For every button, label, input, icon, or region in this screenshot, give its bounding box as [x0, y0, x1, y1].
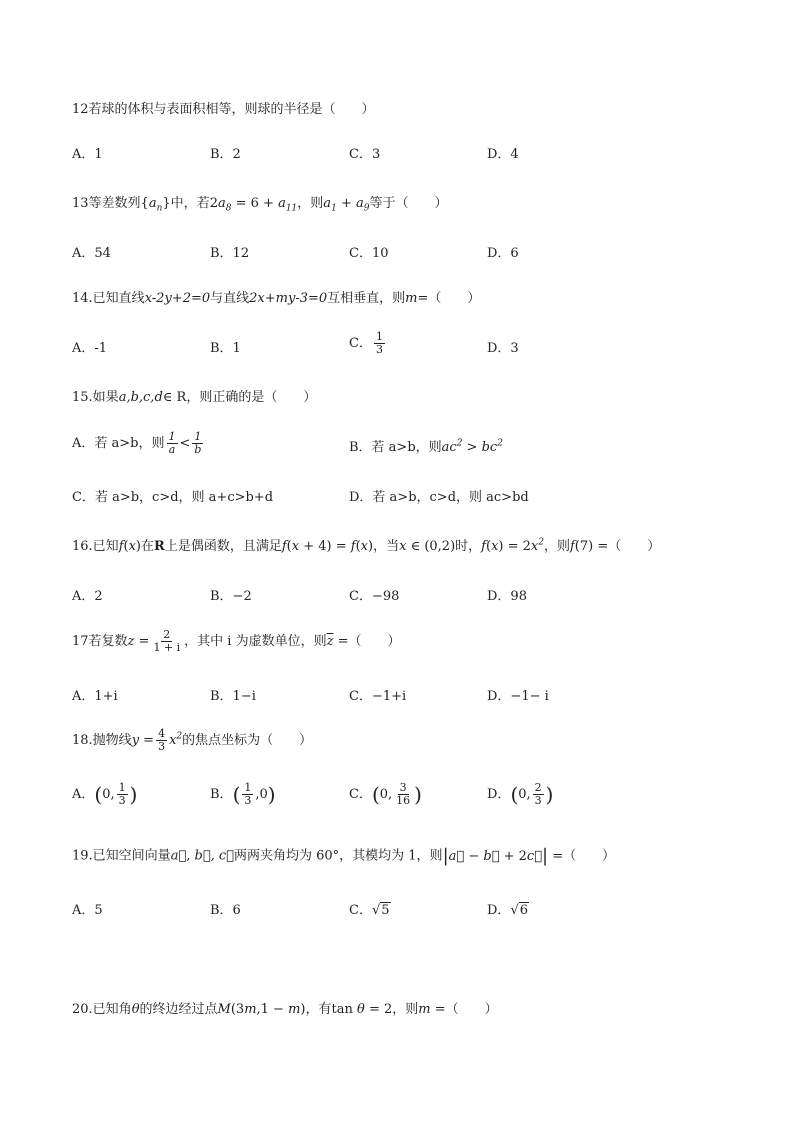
q15-option-c: C．若 a>b，c>d，则 a+c>b+d [72, 490, 274, 505]
q13-option-d: D．6 [487, 246, 519, 261]
question-13: 13等差数列$\{a_n\}$中，若$2a_8 = 6 + a_{11}$，则$a_1 + a_9$等于（ ） [72, 196, 448, 214]
formula-ac2-bc2: $ac^2 > bc^2$ [441, 438, 503, 455]
formula-condition: $2a_8 = 6 + a_{11}$ [209, 196, 298, 214]
question-18: 18.抛物线y = $\frac{4}{3}$ $x^2$的焦点坐标为（ ） [72, 727, 313, 753]
formula-vector-norm: |a⃗ − b⃗ + 2c⃗| = [442, 845, 564, 866]
formula-line-2: 2x+my-3=0 [249, 291, 328, 306]
formula-sequence: $\{a_n\}$ [140, 196, 171, 214]
fraction-one-third: $\frac{1}{3}$ [375, 330, 383, 356]
formula-periodic: f(x + 4) = f(x) [281, 539, 374, 554]
formula-sum: $a_1 + a_9$ [323, 196, 370, 214]
q12-option-b: B．2 [210, 147, 241, 162]
q17-option-d: D．−1− i [487, 689, 549, 704]
q14-option-b: B．1 [210, 341, 241, 356]
q14-option-a: A．-1 [72, 341, 108, 356]
question-17: 17若复数z = $\frac{2}{1 + i}$ ，其中 i 为虚数单位，则$\overline{z}$ =（ ） [72, 628, 401, 654]
q15-option-b: B．若 a>b，则$ac^2 > bc^2$ [349, 438, 503, 455]
question-12-text: 12若球的体积与表面积相等，则球的半径是（ ） [72, 102, 375, 117]
q16-option-d: D．98 [487, 589, 527, 604]
q15-option-d: D．若 a>b，c>d，则 ac>bd [349, 490, 529, 505]
q13-option-b: B．12 [210, 246, 250, 261]
formula-vectors: a⃗, b⃗, c⃗ [170, 848, 234, 864]
q18-option-a: A．(0, $\frac{1}{3}$ ) [72, 781, 138, 807]
q19-option-c: C．√5 [349, 903, 390, 918]
q18-option-b: B．( $\frac{1}{3}$ ,0) [210, 781, 276, 807]
q13-option-c: C．10 [349, 246, 389, 261]
formula-set: a,b,c,d [118, 390, 163, 405]
fraction-2-over-1-plus-i: $\frac{2}{1 + i}$ [153, 628, 181, 654]
q17-option-c: C．−1+i [349, 689, 407, 704]
q19-option-b: B．6 [210, 903, 241, 918]
formula-z: z = [127, 634, 150, 649]
q15-option-a: A．若 a>b，则 $\frac{1}{a}$ < $\frac{1}{b}$ [72, 430, 202, 456]
q19-option-a: A．5 [72, 903, 103, 918]
q18-option-c: C．(0, $\frac{3}{16}$ ) [349, 781, 422, 807]
question-20: 20.已知角θ的终边经过点M(3m,1 − m)，有tan θ = 2，则m =（ ） [72, 1002, 498, 1017]
q12-option-d: D．4 [487, 147, 519, 162]
q17-option-b: B．1−i [210, 689, 256, 704]
question-12 [72, 100, 375, 120]
formula-parabola: y = [131, 733, 155, 748]
q17-option-a: A．1+i [72, 689, 118, 704]
q14-option-d: D．3 [487, 341, 519, 356]
question-19: 19.已知空间向量a⃗, b⃗, c⃗两两夹角均为 60°，其模均为 1，则|a⃗ − b⃗ + 2c⃗| =（ ） [72, 845, 616, 866]
q16-option-b: B．−2 [210, 589, 252, 604]
q16-option-c: C．−98 [349, 589, 400, 604]
q12-option-a: A．1 [72, 147, 103, 162]
question-15: 15.如果a,b,c,d∈ R，则正确的是（ ） [72, 390, 317, 405]
formula-tan: tan θ = 2 [331, 1002, 393, 1017]
question-16: 16.已知f(x)在R上是偶函数，且满足f(x + 4) = f(x)，当x ∈ (0,2)时，$f(x) = 2x^2$，则f(7) =（ ） [72, 537, 661, 554]
q13-option-a: A．54 [72, 246, 111, 261]
q16-option-a: A．2 [72, 589, 103, 604]
q18-option-d: D．(0, $\frac{2}{3}$ ) [487, 781, 554, 807]
formula-definition: $f(x) = 2x^2$ [481, 537, 544, 554]
question-14: 14.已知直线x-2y+2=0与直线2x+my-3=0互相垂直，则m=（ ） [72, 291, 481, 306]
q12-option-c: C．3 [349, 147, 381, 162]
q14-option-c: C． $\frac{1}{3}$ [349, 330, 383, 356]
formula-line-1: x-2y+2=0 [144, 291, 211, 306]
formula-point-m: M(3m,1 − m) [217, 1002, 306, 1017]
q19-option-d: D．√6 [487, 903, 529, 918]
